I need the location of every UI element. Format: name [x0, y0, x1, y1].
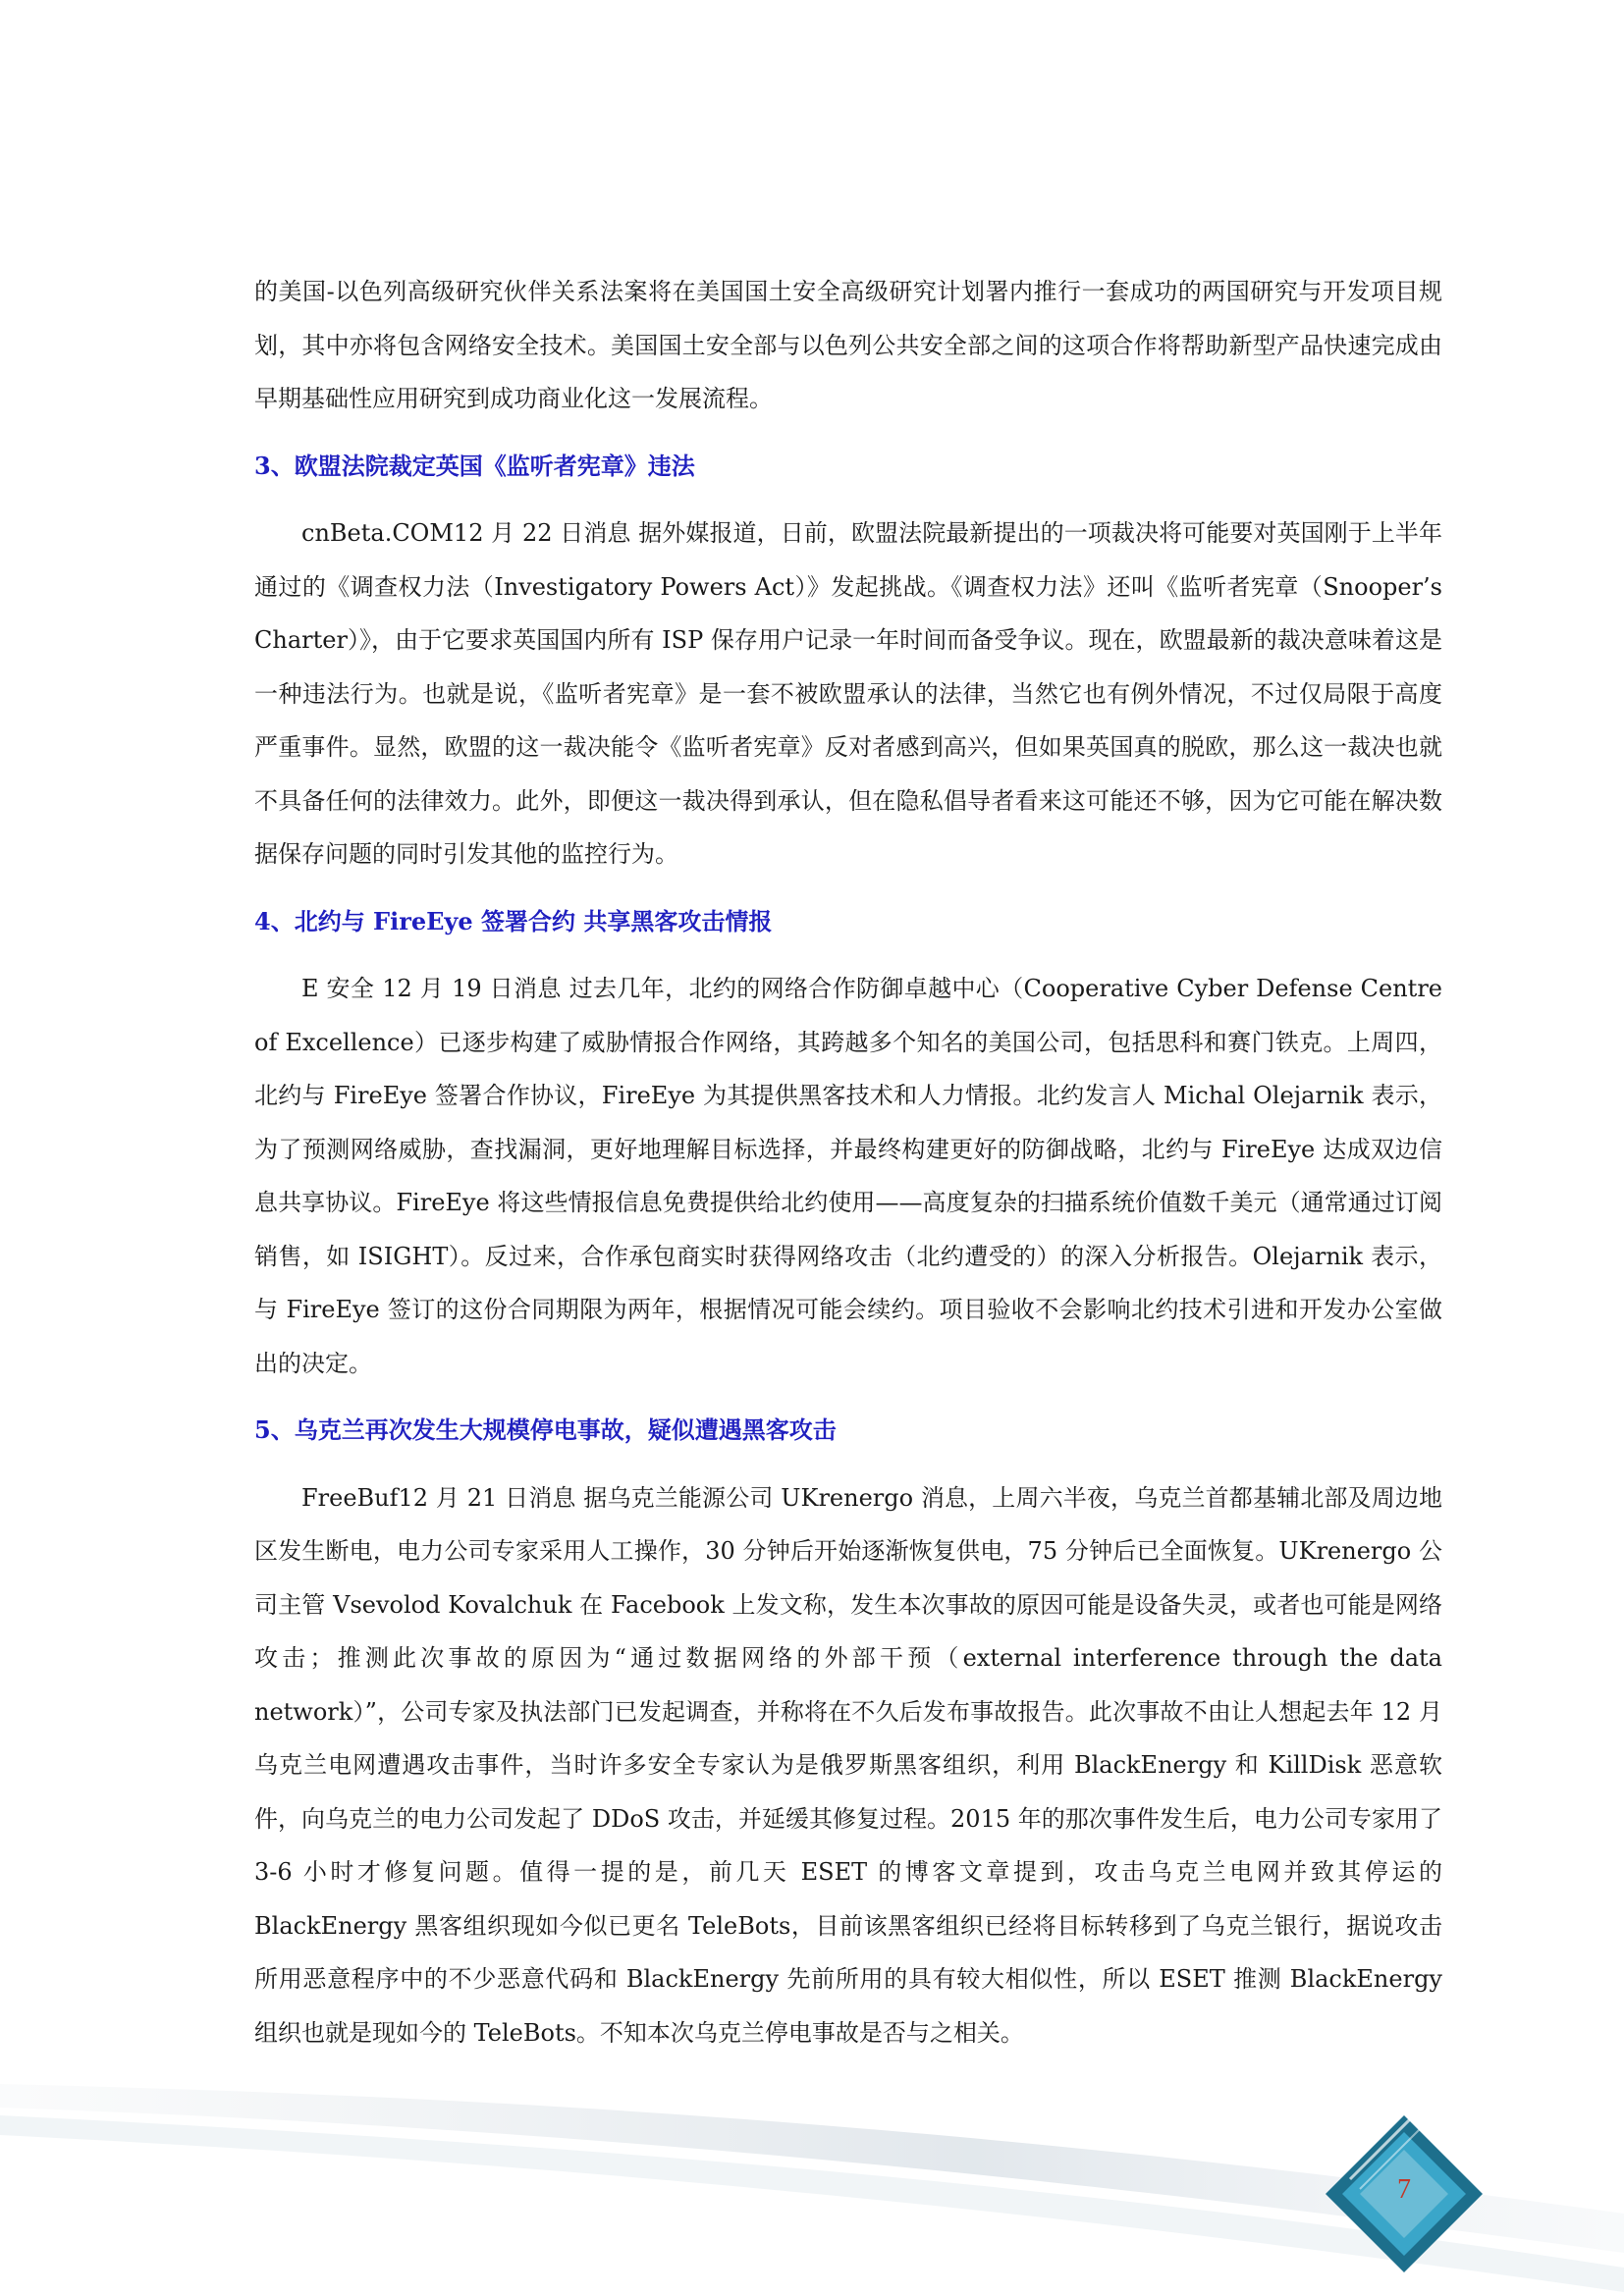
section-body-3: cnBeta.COM12 月 22 日消息 据外媒报道，日前，欧盟法院最新提出的一项裁决将可能要对英国刚于上半年通过的《调查权力法（Investigatory Powers Act）》发起挑战。《调查权力法》还叫《监听者宪章（Snooper’s Charter）》，由于它要求英国国内所有 ISP 保存用户记录一年时间而备受争议。现在，欧盟最新的裁决意味着这是一种违法行为。也就是说，《监听者宪章》是一套不被欧盟承认的法律，当然它也有例外情况，不过仅局限于高度严重事件。显然，欧盟的这一裁决能令《监听者宪章》反对者感到高兴，但如果英国真的脱欧，那么这一裁决也就不具备任何的法律效力。此外，即便这一裁决得到承认，但在隐私倡导者看来这可能还不够，因为它可能在解决数据保存问题的同时引发其他的监控行为。	[254, 519, 1442, 868]
section-heading-4: 4、北约与 FireEye 签署合约 共享黑客攻击情报	[254, 906, 773, 935]
intro-paragraph: 的美国-以色列高级研究伙伴关系法案将在美国国土安全高级研究计划署内推行一套成功的两国研究与开发项目规划，其中亦将包含网络安全技术。美国国土安全部与以色列公共安全部之间的这项合作将帮助新型产品快速完成由早期基础性应用研究到成功商业化这一发展流程。	[254, 278, 1442, 412]
page-number: 7	[1397, 2174, 1411, 2205]
section-body-5: FreeBuf12 月 21 日消息 据乌克兰能源公司 UKrenergo 消息，上周六半夜，乌克兰首都基辅北部及周边地区发生断电，电力公司专家采用人工操作，30 分钟后开始逐渐恢复供电，75 分钟后已全面恢复。UKrenergo 公司主管 Vsevolod Kovalchuk 在 Facebook 上发文称，发生本次事故的原因可能是设备失灵，或者也可能是网络攻击；推测此次事故的原因为“通过数据网络的外部干预（external interference through the data network）”，公司专家及执法部门已发起调查，并称将在不久后发布事故报告。此次事故不由让人想起去年 12 月乌克兰电网遭遇攻击事件，当时许多安全专家认为是俄罗斯黑客组织，利用 BlackEnergy 和 KillDisk 恶意软件，向乌克兰的电力公司发起了 DDoS 攻击，并延缓其修复过程。2015 年的那次事件发生后，电力公司专家用了 3-6 小时才修复问题。值得一提的是，前几天 ESET 的博客文章提到，攻击乌克兰电网并致其停运的 BlackEnergy 黑客组织现如今似已更名 TeleBots，目前该黑客组织已经将目标转移到了乌克兰银行，据说攻击所用恶意程序中的不少恶意代码和 BlackEnergy 先前所用的具有较大相似性，所以 ESET 推测 BlackEnergy 组织也就是现如今的 TeleBots。不知本次乌克兰停电事故是否与之相关。	[254, 1483, 1442, 2047]
section-heading-5: 5、乌克兰再次发生大规模停电事故，疑似遭遇黑客攻击	[254, 1415, 837, 1444]
article-body	[254, 265, 1442, 2059]
section-heading-3: 3、欧盟法院裁定英国《监听者宪章》违法	[254, 451, 695, 480]
section-body-4: E 安全 12 月 19 日消息 过去几年，北约的网络合作防御卓越中心（Cooperative Cyber Defense Centre of Excellence）已逐步构建了威胁情报合作网络，其跨越多个知名的美国公司，包括思科和赛门铁克。上周四，北约与 FireEye 签署合作协议，FireEye 为其提供黑客技术和人力情报。北约发言人 Michal Olejarnik 表示，为了预测网络威胁，查找漏洞，更好地理解目标选择，并最终构建更好的防御战略，北约与 FireEye 达成双边信息共享协议。FireEye 将这些情报信息免费提供给北约使用——高度复杂的扫描系统价值数千美元（通常通过订阅销售，如 ISIGHT）。反过来，合作承包商实时获得网络攻击（北约遭受的）的深入分析报告。Olejarnik 表示，与 FireEye 签订的这份合同期限为两年，根据情况可能会续约。项目验收不会影响北约技术引进和开发办公室做出的决定。	[254, 975, 1442, 1377]
